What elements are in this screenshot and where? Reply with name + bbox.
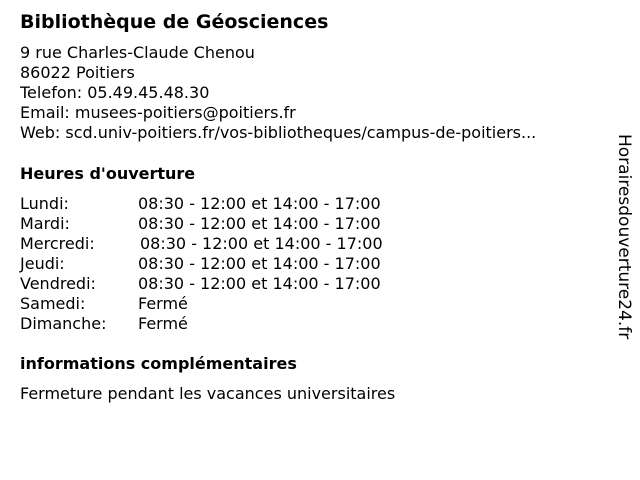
hours-row-tuesday — [20, 214, 440, 234]
time-value: Fermé — [138, 294, 188, 313]
opening-hours-list — [20, 194, 440, 334]
hours-row-wednesday — [20, 234, 440, 254]
watermark-text: Horairesdouverture24.fr — [614, 134, 634, 340]
day-label: Jeudi: — [20, 254, 65, 273]
info-text: Fermeture pendant les vacances universitaires — [20, 384, 396, 403]
day-label: Lundi: — [20, 194, 69, 213]
hours-row-sunday — [20, 314, 440, 334]
hours-heading: Heures d'ouverture — [20, 164, 196, 183]
time-value: 08:30 - 12:00 et 14:00 - 17:00 — [138, 194, 381, 213]
street-address: 9 rue Charles-Claude Chenou — [20, 43, 255, 62]
hours-row-thursday — [20, 254, 440, 274]
city: 86022 Poitiers — [20, 63, 135, 82]
time-value: 08:30 - 12:00 et 14:00 - 17:00 — [140, 234, 383, 253]
website: Web: scd.univ-poitiers.fr/vos-bibliotheques/campus-de-poitiers... — [20, 123, 537, 142]
time-value: Fermé — [138, 314, 188, 333]
hours-row-friday — [20, 274, 440, 294]
day-label: Mercredi: — [20, 234, 95, 253]
hours-row-saturday — [20, 294, 440, 314]
phone: Telefon: 05.49.45.48.30 — [20, 83, 210, 102]
time-value: 08:30 - 12:00 et 14:00 - 17:00 — [138, 214, 381, 233]
page-title: Bibliothèque de Géosciences — [20, 11, 329, 33]
info-heading: informations complémentaires — [20, 354, 297, 373]
email: Email: musees-poitiers@poitiers.fr — [20, 103, 296, 122]
day-label: Dimanche: — [20, 314, 107, 333]
time-value: 08:30 - 12:00 et 14:00 - 17:00 — [138, 274, 381, 293]
watermark — [612, 134, 636, 374]
time-value: 08:30 - 12:00 et 14:00 - 17:00 — [138, 254, 381, 273]
day-label: Vendredi: — [20, 274, 96, 293]
day-label: Mardi: — [20, 214, 70, 233]
hours-row-monday — [20, 194, 440, 214]
day-label: Samedi: — [20, 294, 86, 313]
address-block — [20, 43, 536, 143]
